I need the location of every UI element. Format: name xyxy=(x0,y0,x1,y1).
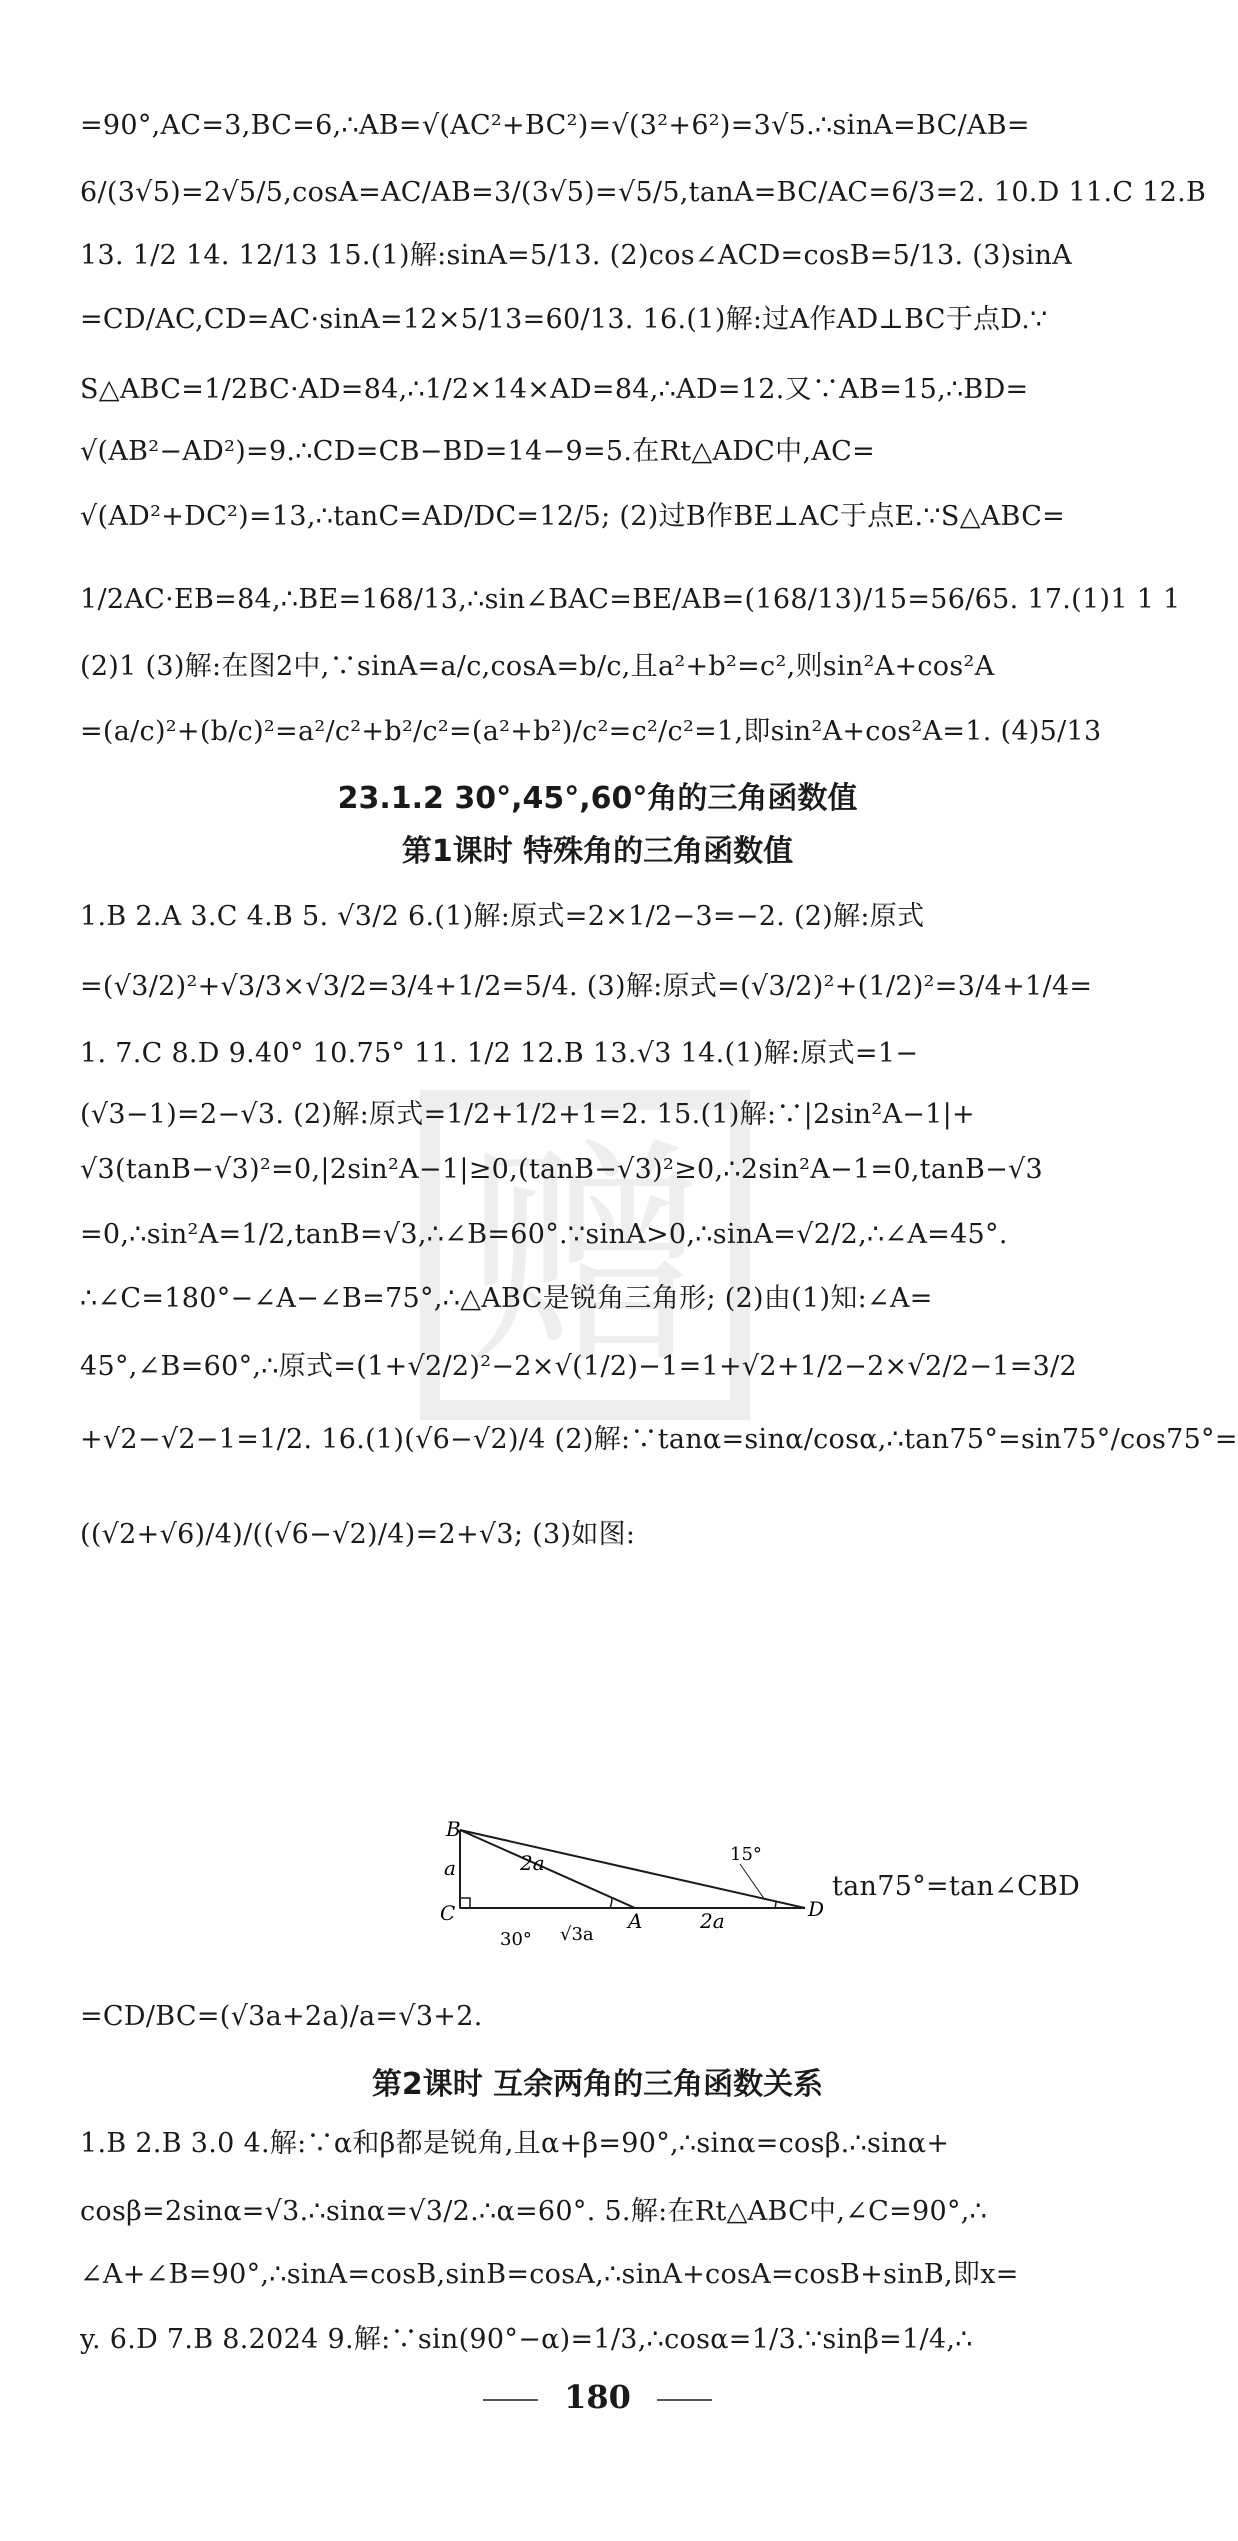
footer-rule-right xyxy=(657,2399,712,2401)
label-side-2a-base: 2a xyxy=(700,1909,725,1933)
lesson-heading: 第2课时 互余两角的三角函数关系 xyxy=(371,2067,824,2102)
answer-line: ∴∠C=180°−∠A−∠B=75°,∴△ABC是锐角三角形; (2)由(1)知:∠A= xyxy=(80,1283,933,1314)
answer-line: =CD/AC,CD=AC·sinA=12×5/13=60/13. 16.(1)解:过A作AD⊥BC于点D.∵ xyxy=(80,304,1048,335)
triangle-figure xyxy=(440,1817,825,1950)
answer-line: 13. 1/2 14. 12/13 15.(1)解:sinA=5/13. (2)cos∠ACD=cosB=5/13. (3)sinA xyxy=(80,240,1072,271)
answer-line: =0,∴sin²A=1/2,tanB=√3,∴∠B=60°.∵sinA>0,∴sinA=√2/2,∴∠A=45°. xyxy=(80,1219,1008,1250)
answer-line: √(AD²+DC²)=13,∴tanC=AD/DC=12/5; (2)过B作BE⊥AC于点E.∵S△ABC= xyxy=(80,501,1066,532)
lesson-heading: 第1课时 特殊角的三角函数值 xyxy=(401,834,794,869)
answer-line: 1/2AC·EB=84,∴BE=168/13,∴sin∠BAC=BE/AB=(168/13)/15=56/65. 17.(1)1 1 1 xyxy=(80,584,1181,615)
answer-line: (√3−1)=2−√3. (2)解:原式=1/2+1/2+1=2. 15.(1)解:∵|2sin²A−1|+ xyxy=(80,1099,975,1130)
answer-line: 1. 7.C 8.D 9.40° 10.75° 11. 1/2 12.B 13.√3 14.(1)解:原式=1− xyxy=(80,1038,919,1069)
answer-line: y. 6.D 7.B 8.2024 9.解:∵sin(90°−α)=1/3,∴cosα=1/3.∵sinβ=1/4,∴ xyxy=(80,2324,973,2355)
answer-line: (2)1 (3)解:在图2中,∵sinA=a/c,cosA=b/c,且a²+b²=c²,则sin²A+cos²A xyxy=(80,651,995,682)
label-side-root3a: √3a xyxy=(560,1924,594,1945)
label-side-2a-hyp: 2a xyxy=(520,1851,545,1875)
answer-line: 6/(3√5)=2√5/5,cosA=AC/AB=3/(3√5)=√5/5,tanA=BC/AC=6/3=2. 10.D 11.C 12.B xyxy=(80,177,1207,208)
answer-line: 1.B 2.A 3.C 4.B 5. √3/2 6.(1)解:原式=2×1/2−3=−2. (2)解:原式 xyxy=(80,901,925,932)
answer-line: =90°,AC=3,BC=6,∴AB=√(AC²+BC²)=√(3²+6²)=3√5.∴sinA=BC/AB= xyxy=(80,110,1030,141)
label-angle-30: 30° xyxy=(500,1929,532,1950)
answer-line: 45°,∠B=60°,∴原式=(1+√2/2)²−2×√(1/2)−1=1+√2+1/2−2×√2/2−1=3/2 xyxy=(80,1351,1078,1382)
label-D: D xyxy=(808,1897,825,1921)
answer-line: +√2−√2−1=1/2. 16.(1)(√6−√2)/4 (2)解:∵tanα=sinα/cosα,∴tan75°=sin75°/cos75°= xyxy=(80,1424,1238,1455)
answer-line: ∠A+∠B=90°,∴sinA=cosB,sinB=cosA,∴sinA+cosA=cosB+sinB,即x= xyxy=(80,2259,1019,2290)
answer-line: √3(tanB−√3)²=0,|2sin²A−1|≥0,(tanB−√3)²≥0,∴2sin²A−1=0,tanB−√3 xyxy=(80,1154,1043,1185)
section-heading: 23.1.2 30°,45°,60°角的三角函数值 xyxy=(337,781,858,816)
label-C: C xyxy=(440,1901,456,1925)
answer-line: =CD/BC=(√3a+2a)/a=√3+2. xyxy=(80,2001,483,2032)
answer-line: tan75°=tan∠CBD xyxy=(832,1871,1081,1902)
answer-line: √(AB²−AD²)=9.∴CD=CB−BD=14−9=5.在Rt△ADC中,AC= xyxy=(80,436,876,467)
answer-line: S△ABC=1/2BC·AD=84,∴1/2×14×AD=84,∴AD=12.又∵AB=15,∴BD= xyxy=(80,374,1029,405)
answer-line: cosβ=2sinα=√3.∴sinα=√3/2.∴α=60°. 5.解:在Rt△ABC中,∠C=90°,∴ xyxy=(80,2196,988,2227)
footer-rule-left xyxy=(483,2399,538,2401)
label-angle-15: 15° xyxy=(730,1844,762,1865)
answer-line: 1.B 2.B 3.0 4.解:∵α和β都是锐角,且α+β=90°,∴sinα=cosβ.∴sinα+ xyxy=(80,2128,950,2159)
label-side-a: a xyxy=(444,1856,456,1880)
page-number: 180 xyxy=(564,2378,631,2416)
label-A: A xyxy=(628,1909,643,1933)
answer-line: =(a/c)²+(b/c)²=a²/c²+b²/c²=(a²+b²)/c²=c²/c²=1,即sin²A+cos²A=1. (4)5/13 xyxy=(80,716,1102,747)
answer-line: ((√2+√6)/4)/((√6−√2)/4)=2+√3; (3)如图: xyxy=(80,1519,636,1550)
label-B: B xyxy=(446,1817,461,1841)
answer-line: =(√3/2)²+√3/3×√3/2=3/4+1/2=5/4. (3)解:原式=(√3/2)²+(1/2)²=3/4+1/4= xyxy=(80,971,1093,1002)
page-footer xyxy=(0,2375,1195,2419)
watermark-text: 赠 xyxy=(464,1117,706,1397)
